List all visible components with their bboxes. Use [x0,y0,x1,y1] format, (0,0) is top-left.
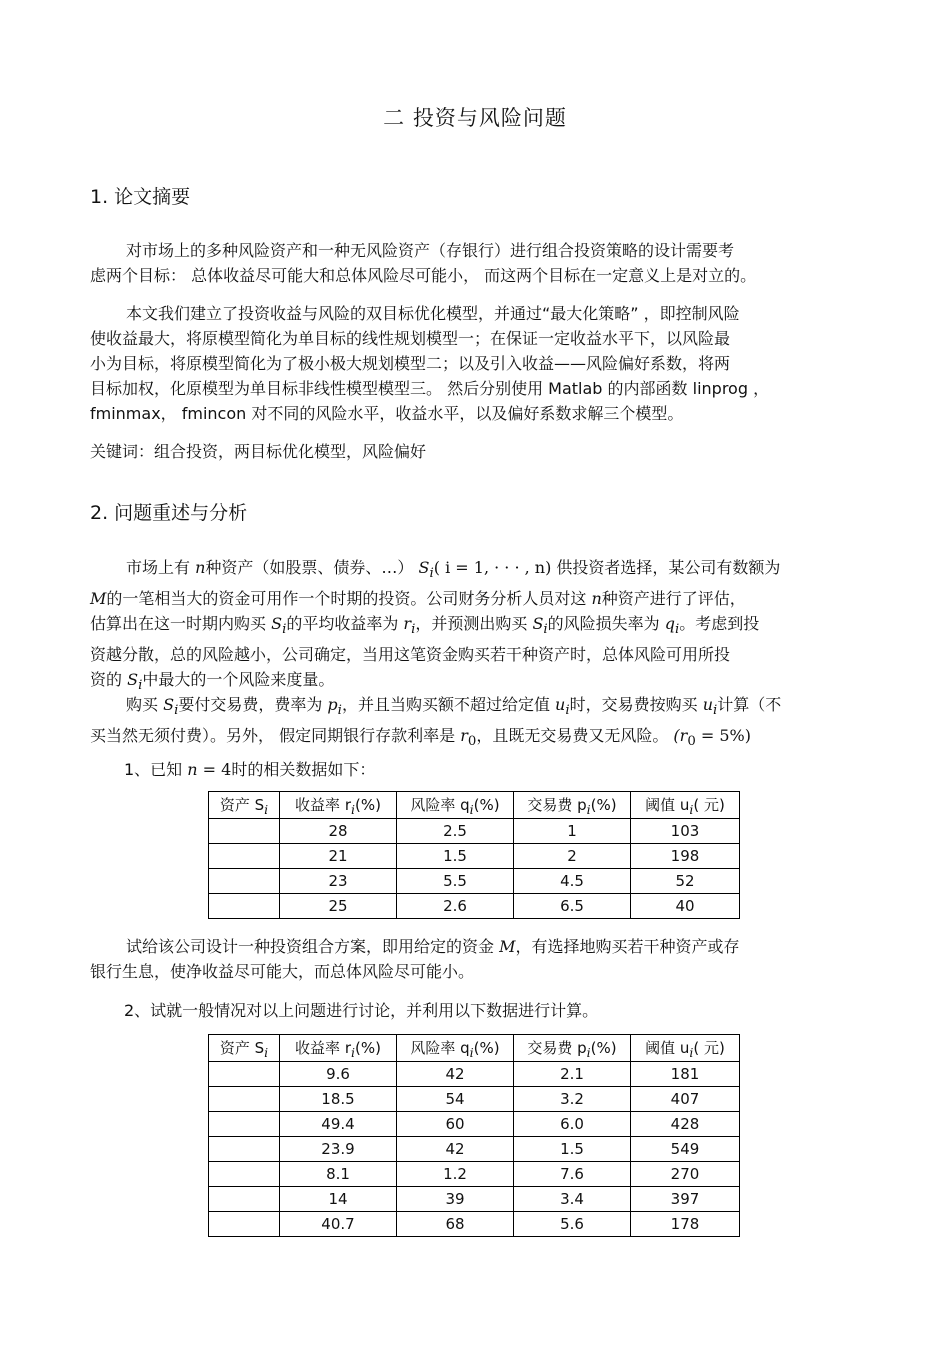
math-var: r [460,726,468,746]
table-cell: 178 [631,1212,740,1237]
table-row [209,869,740,894]
math-var: M [90,589,107,609]
text-line [90,692,860,723]
table-cell: 1.5 [514,1137,631,1162]
text-run: 买当然无须付费）。另外， 假定同期银行存款利率是 [90,726,461,746]
table-row [209,1062,740,1087]
text-run: 种资产（如股票、债券、…） [205,558,419,577]
table-row [209,1137,740,1162]
header-fee-rate: 交易费 $p_i(\%)$ [514,1035,631,1062]
math-var: S [163,695,175,714]
math-var: S [271,614,283,634]
math-var: u [702,695,714,714]
text-run: 种资产进行了评估， [601,589,746,609]
table-cell: 270 [631,1162,740,1187]
table-cell [209,894,280,919]
table-row [209,819,740,844]
text-run: 市场上有 [126,558,196,577]
table-cell: 7.6 [514,1162,631,1187]
math-sub: i [543,622,548,638]
table-cell: 42 [397,1062,514,1087]
math-var: q [664,614,676,634]
table-cell: 42 [397,1137,514,1162]
text-run: 的平均收益率为 [286,614,404,634]
header-threshold: 阈值 $u_i$( 元) [631,792,740,819]
abstract-paragraph-1 [90,238,860,288]
table-row [209,844,740,869]
header-threshold: 阈值 $u_i$( 元) [631,1035,740,1062]
text-line: fminmax， fmincon 对不同的风险水平，收益水平，以及偏好系数求解三个模型。 [90,404,684,423]
text-line: 资越分散，总的风险越小，公司确定，当用这笔资金购买若干种资产时，总体风险可用所投 [90,645,731,665]
asset-table-2 [208,1034,740,1237]
text-run: 中最大的一个风险来度量。 [142,670,335,690]
table-cell: 28 [280,819,397,844]
math-expr: = 5%) [695,726,751,746]
text-line: 使收益最大，将原模型简化为单目标的线性规划模型一；在保证一定收益水平下，以风险最 [90,329,731,348]
table-cell [209,1162,280,1187]
table-cell [209,1212,280,1237]
table-cell: 39 [397,1187,514,1212]
table-cell: 54 [397,1087,514,1112]
table-header-row [209,792,740,819]
table-cell: 40.7 [280,1212,397,1237]
problem-paragraph-1 [90,555,860,699]
table-cell [209,1062,280,1087]
section-heading-abstract: 1. 论文摘要 [90,186,191,208]
math-var: n [187,760,198,779]
math-sub: i [174,703,179,719]
table-cell: 3.2 [514,1087,631,1112]
table-cell: 428 [631,1112,740,1137]
table-cell: 23.9 [280,1137,397,1162]
problem-paragraph-3 [90,934,860,984]
text-line: 目标加权，化原模型为单目标非线性模型模型三。 然后分别使用 Matlab 的内部函数 linprog ， [90,379,770,398]
asset-table-1 [208,791,740,919]
text-run: 估算出在这一时期内购买 [90,614,272,634]
text-run: 的风险损失率为 [547,614,665,634]
table-cell: 21 [280,844,397,869]
math-var: n [195,558,206,577]
text-line [90,723,860,754]
math-sub: i [429,566,434,582]
table-cell: 3.4 [514,1187,631,1212]
table-cell: 8.1 [280,1162,397,1187]
header-return-rate: 收益率 $r_i(\%)$ [280,1035,397,1062]
table-cell: 6.0 [514,1112,631,1137]
table-cell: 549 [631,1137,740,1162]
text-run: 。考虑到投 [679,614,760,634]
table-cell [209,1137,280,1162]
math-sub: 0 [467,734,477,750]
table-cell: 397 [631,1187,740,1212]
header-fee-rate: 交易费 $p_i(\%)$ [514,792,631,819]
table-cell: 23 [280,869,397,894]
table-cell [209,1112,280,1137]
table-cell: 60 [397,1112,514,1137]
table-row [209,1162,740,1187]
table-cell: 1.2 [397,1162,514,1187]
table-cell: 198 [631,844,740,869]
table-cell [209,1187,280,1212]
table-cell: 103 [631,819,740,844]
math-sub: i [675,622,680,638]
math-var: r [403,614,412,634]
table-cell: 5.6 [514,1212,631,1237]
math-var: M [499,937,516,956]
text-run: 试给该公司设计一种投资组合方案，即用给定的资金 [126,937,500,956]
text-line: 虑两个目标： 总体收益尽可能大和总体风险尽可能小， 而这两个目标在一定意义上是对立的。 [90,266,757,285]
text-run: 要付交易费，费率为 [178,695,328,714]
header-asset: 资产 $S_i$ [209,1035,280,1062]
text-run: 资的 [90,670,128,690]
header-risk-rate: 风险率 $q_i(\%)$ [397,792,514,819]
keywords: 关键词：组合投资，两目标优化模型，风险偏好 [90,442,427,461]
text-run: ，有选择地购买若干种资产或存 [515,937,740,956]
table-row [209,1112,740,1137]
table-row [209,1087,740,1112]
math-var: n [591,589,602,609]
table-cell [209,819,280,844]
text-run: ，并且当购买额不超过给定值 [341,695,556,714]
text-line: 小为目标，将原模型简化为了极小极大规划模型二；以及引入收益——风险偏好系数，将两 [90,354,731,373]
table-cell: 49.4 [280,1112,397,1137]
table-cell: 1.5 [397,844,514,869]
table-row [209,894,740,919]
math-sub: i [411,622,416,638]
table-row [209,1187,740,1212]
table-cell: 18.5 [280,1087,397,1112]
text-run: 供投资者选择，某公司有数额为 [551,558,781,577]
math-var: u [555,695,566,714]
text-run: 时的相关数据如下： [231,760,376,779]
math-sub: 0 [687,734,696,750]
math-var: S [127,670,139,690]
math-sub: i [282,622,287,638]
table-cell: 6.5 [514,894,631,919]
table-cell: 4.5 [514,869,631,894]
math-sub: i [337,703,342,719]
table-cell: 2 [514,844,631,869]
page-title: 二 投资与风险问题 [383,106,567,130]
text-line [90,934,860,959]
table-cell [209,844,280,869]
text-run: 购买 [126,695,164,714]
abstract-paragraph-2 [90,301,860,426]
math-var: S [418,558,430,577]
section-heading-problem: 2. 问题重述与分析 [90,502,248,524]
text-line: 银行生息，使净收益尽可能大，而总体风险尽可能小。 [90,962,475,981]
math-sub: i [138,678,143,694]
table-cell: 2.5 [397,819,514,844]
table-cell: 5.5 [397,869,514,894]
text-run: 的一笔相当大的资金可用作一个时期的投资。公司财务分析人员对这 [106,589,592,609]
table-cell: 2.1 [514,1062,631,1087]
math-var: S [532,614,544,634]
text-run: 计算（不 [717,695,782,714]
math-expr: ( i = 1, · · · , n) [433,558,552,577]
table-cell: 407 [631,1087,740,1112]
text-run: 时，交易费按购买 [569,695,703,714]
table-cell: 25 [280,894,397,919]
text-line [90,555,860,586]
table-cell: 181 [631,1062,740,1087]
header-asset: 资产 $S_i$ [209,792,280,819]
text-run: ，并预测出购买 [415,614,533,634]
math-var: p [327,695,338,714]
math-sub: i [565,703,570,719]
table-cell [209,869,280,894]
table-cell: 52 [631,869,740,894]
text-run: 1、已知 [124,760,188,779]
text-line [90,611,860,642]
table-cell [209,1087,280,1112]
math-sub: i [713,703,718,719]
text-line: 本文我们建立了投资收益与风险的双目标优化模型，并通过“最大化策略” ，即控制风险 [126,304,740,323]
text-line [90,586,860,611]
problem-paragraph-2 [90,692,860,754]
table-cell: 40 [631,894,740,919]
table-cell: 1 [514,819,631,844]
table-cell: 2.6 [397,894,514,919]
text-line: 对市场上的多种风险资产和一种无风险资产（存银行）进行组合投资策略的设计需要考 [126,241,735,260]
table-cell: 9.6 [280,1062,397,1087]
table-row [209,1212,740,1237]
header-return-rate: 收益率 $r_i(\%)$ [280,792,397,819]
table-header-row [209,1035,740,1062]
math-expr: (r [673,726,688,746]
question-1 [124,757,824,782]
math-expr: = 4 [197,760,232,779]
question-2: 2、试就一般情况对以上问题进行讨论，并利用以下数据进行计算。 [124,1001,599,1020]
table-cell: 14 [280,1187,397,1212]
text-run: ，且既无交易费又无风险。 [476,726,674,746]
table-cell: 68 [397,1212,514,1237]
header-risk-rate: 风险率 $q_i(\%)$ [397,1035,514,1062]
